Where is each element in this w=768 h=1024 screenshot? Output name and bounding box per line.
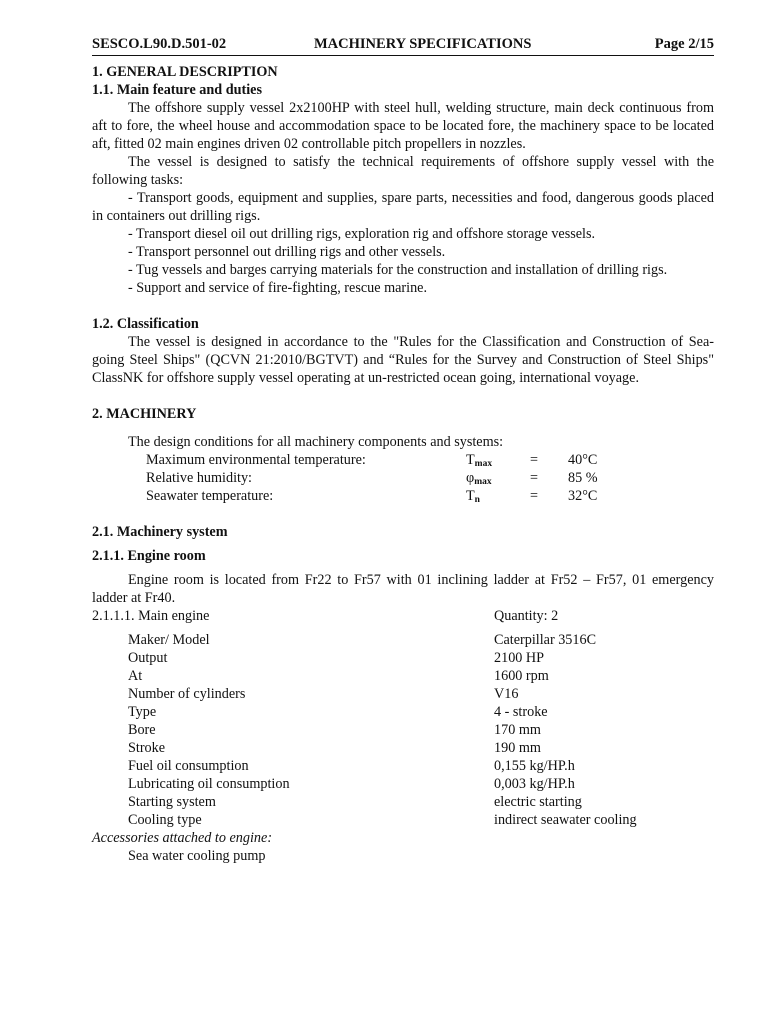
main-engine-row: [92, 607, 714, 625]
page-number: Page 2/15: [654, 36, 714, 52]
condition-row-max-temperature: Maximum environmental temperature: $T_{max}$ = 40°C: [146, 452, 598, 469]
table-row: Number of cylinders V16: [128, 686, 519, 702]
document-body: [92, 63, 714, 865]
accessories-heading: Accessories attached to engine:: [92, 830, 273, 846]
paragraph-design-conditions: The design conditions for all machinery components and systems:: [128, 434, 504, 450]
page-header: [92, 33, 714, 56]
main-engine-label: 2.1.1.1. Main engine: [92, 608, 210, 624]
table-row: Lubricating oil consumption 0,003 kg/HP.h: [128, 776, 575, 792]
list-item: - Support and service of fire-fighting, rescue marine.: [128, 280, 428, 296]
condition-row-seawater-temperature: Seawater temperature: $T_n$ = 32°C: [146, 488, 598, 505]
section-general-description-heading: 1. GENERAL DESCRIPTION: [92, 64, 278, 80]
list-item: - Tug vessels and barges carrying materials for the construction and installation of drilling rigs.: [128, 262, 668, 278]
table-row: Maker/ Model Caterpillar 3516C: [128, 632, 597, 648]
section-machinery-heading: 2. MACHINERY: [92, 406, 197, 422]
list-item: - Transport goods, equipment and supplies, spare parts, necessities and food, dangerous goods placed in containers out drilling rigs.: [92, 190, 714, 224]
table-row: Cooling type indirect seawater cooling: [128, 812, 637, 828]
table-row: Type 4 - stroke: [128, 704, 548, 720]
paragraph-vessel-description: The offshore supply vessel 2x2100HP with steel hull, welding structure, main deck continuous from aft to fore, the wheel house and accommodation space to be located fore, the machinery space to be located aft, fitted 02 main engines driven 02 controllable pitch propellers in nozzles.: [92, 100, 714, 152]
table-row: Stroke 190 mm: [128, 740, 541, 756]
table-row: Starting system electric starting: [128, 794, 582, 810]
document-title: MACHINERY SPECIFICATIONS: [314, 36, 532, 52]
section-engine-room-heading: 2.1.1. Engine room: [92, 548, 206, 564]
table-row: Output 2100 HP: [128, 650, 545, 666]
paragraph-engine-room: Engine room is located from Fr22 to Fr57 with 01 inclining ladder at Fr52 – Fr57, 01 emergency ladder at Fr40.: [92, 572, 714, 606]
list-item: Sea water cooling pump: [128, 848, 266, 864]
paragraph-classification: The vessel is designed in accordance to the "Rules for the Classification and Construction of Sea-going Steel Ships" (QCVN 21:2010/BGTVT) and “Rules for the Survey and Construction of Steel Ships" ClassNK for offshore supply vessel operating at un-restricted ocean going, international voyage.: [92, 334, 714, 386]
document-code: SESCO.L90.D.501-02: [92, 36, 227, 52]
table-row: At 1600 rpm: [128, 668, 549, 684]
list-item: - Transport diesel oil out drilling rigs, exploration rig and offshore storage vessels.: [128, 226, 596, 242]
table-row: Fuel oil consumption 0,155 kg/HP.h: [128, 758, 575, 774]
table-row: Bore 170 mm: [128, 722, 541, 738]
paragraph-tasks-intro: The vessel is designed to satisfy the technical requirements of offshore supply vessel with the following tasks:: [92, 154, 714, 188]
condition-row-humidity: Relative humidity: $\varphi_{max}$ = 85 %: [146, 470, 598, 487]
section-main-feature-heading: 1.1. Main feature and duties: [92, 82, 262, 98]
list-item: - Transport personnel out drilling rigs and other vessels.: [128, 244, 446, 260]
main-engine-quantity: Quantity: 2: [494, 608, 559, 624]
section-machinery-system-heading: 2.1. Machinery system: [92, 524, 228, 540]
section-classification-heading: 1.2. Classification: [92, 316, 199, 332]
